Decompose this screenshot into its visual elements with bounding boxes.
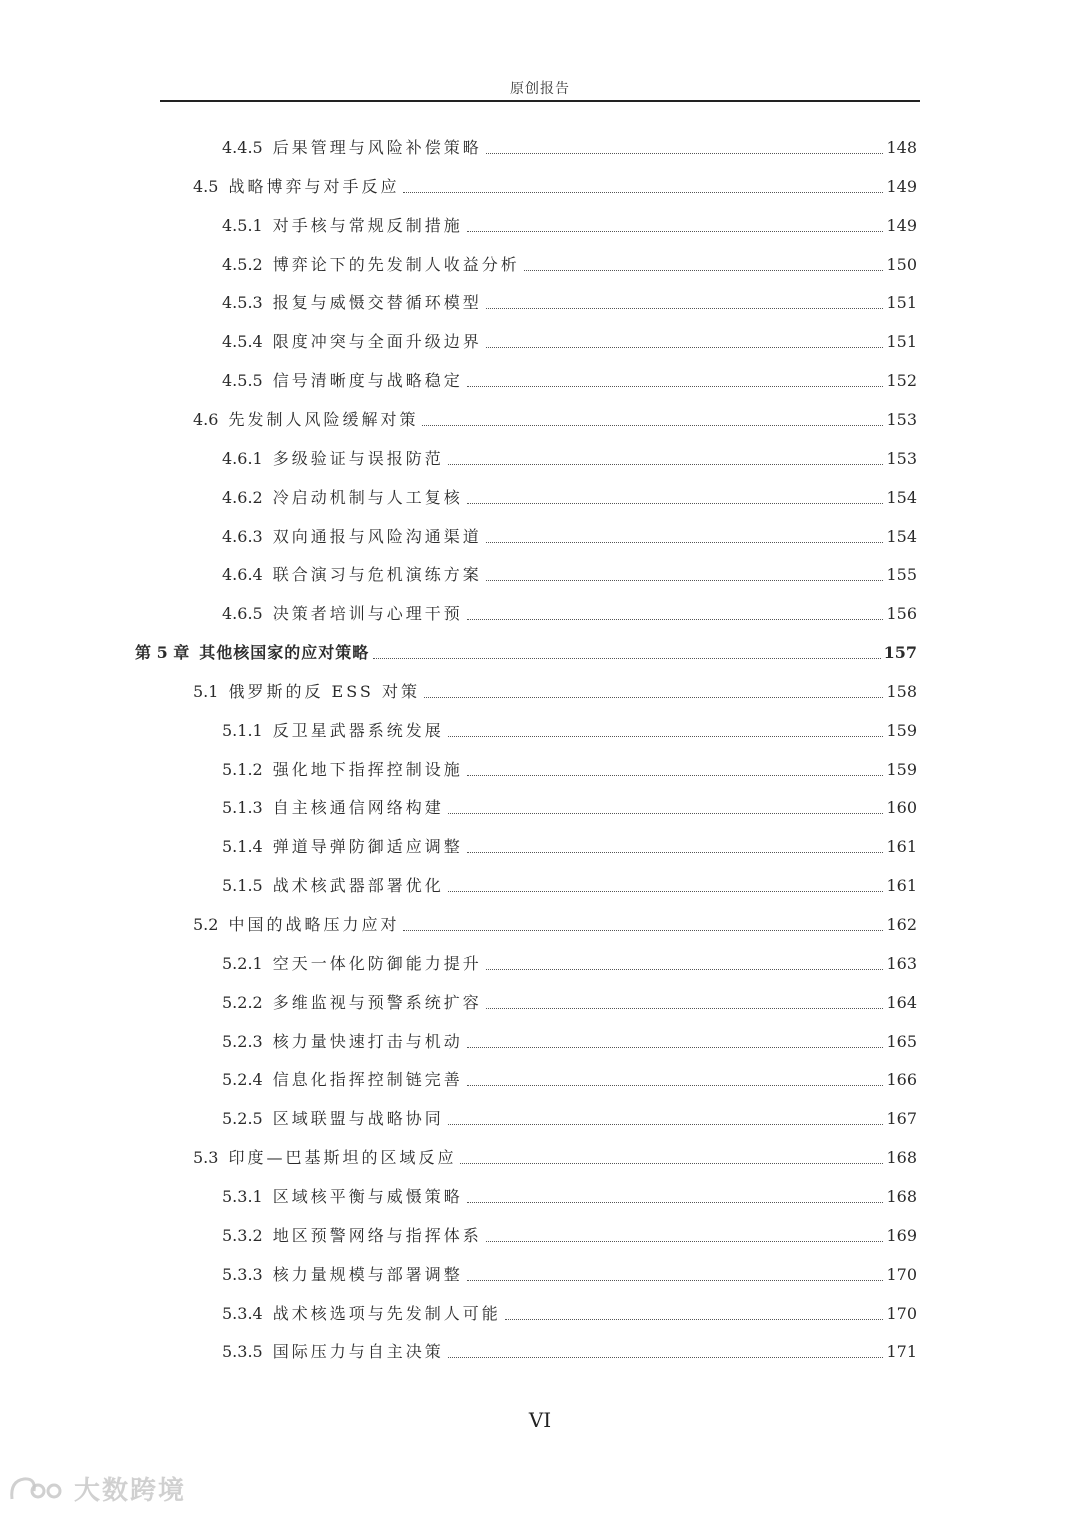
toc-entry bbox=[222, 790, 917, 818]
toc-entry-title: 冷启动机制与人工复核 bbox=[272, 487, 463, 507]
toc-entry-number: 4.6.4 bbox=[222, 565, 263, 585]
toc-entry-number: 5.1.2 bbox=[222, 759, 263, 779]
toc-entry-page: 167 bbox=[886, 1109, 917, 1129]
toc-entry-number: 5.3.3 bbox=[222, 1264, 263, 1284]
toc-entry-number: 5.3.4 bbox=[222, 1303, 263, 1323]
toc-leader-dots bbox=[486, 347, 884, 348]
toc-entry bbox=[193, 402, 917, 430]
toc-entry-number: 4.6.1 bbox=[222, 448, 263, 468]
toc-entry-number: 5.1.3 bbox=[222, 798, 263, 818]
toc-leader-dots bbox=[424, 697, 884, 698]
toc-leader-dots bbox=[486, 1241, 884, 1242]
toc-entry-title: 空天一体化防御能力提升 bbox=[272, 953, 482, 973]
toc-entry-page: 170 bbox=[886, 1303, 917, 1323]
toc-entry-number: 5.2.1 bbox=[222, 953, 263, 973]
toc-entry-page: 168 bbox=[886, 1186, 917, 1206]
toc-entry bbox=[222, 829, 917, 857]
toc-entry-title: 战术核选项与先发制人可能 bbox=[272, 1303, 501, 1323]
toc-entry-title: 信息化指挥控制链完善 bbox=[272, 1070, 463, 1090]
toc-entry bbox=[222, 1024, 917, 1052]
toc-leader-dots bbox=[467, 503, 884, 504]
toc-entry bbox=[193, 907, 917, 935]
toc-entry-page: 149 bbox=[886, 215, 917, 235]
toc-entry bbox=[222, 130, 917, 158]
toc-entry bbox=[222, 519, 917, 547]
toc-entry-page: 156 bbox=[886, 604, 917, 624]
toc-entry bbox=[222, 363, 917, 391]
toc-entry-title: 地区预警网络与指挥体系 bbox=[272, 1225, 482, 1245]
toc-entry-title: 其他核国家的应对策略 bbox=[199, 643, 370, 663]
toc-entry-page: 164 bbox=[886, 992, 917, 1012]
toc-entry-title: 先发制人风险缓解对策 bbox=[228, 409, 419, 429]
toc-entry-number: 5.3.1 bbox=[222, 1186, 263, 1206]
toc-entry-number: 5.3.2 bbox=[222, 1225, 263, 1245]
toc-entry-number: 4.6.2 bbox=[222, 487, 263, 507]
toc-entry-page: 154 bbox=[886, 526, 917, 546]
toc-entry-number: 5.2.5 bbox=[222, 1109, 263, 1129]
toc-leader-dots bbox=[373, 658, 880, 659]
toc-entry bbox=[222, 557, 917, 585]
toc-leader-dots bbox=[467, 1085, 884, 1086]
toc-entry-page: 150 bbox=[886, 254, 917, 274]
toc-entry-number: 4.5.5 bbox=[222, 371, 263, 391]
toc-entry-page: 157 bbox=[883, 643, 917, 663]
toc-entry bbox=[222, 752, 917, 780]
toc-entry bbox=[222, 868, 917, 896]
toc-entry-number: 5.1.1 bbox=[222, 720, 263, 740]
toc-entry-title: 俄罗斯的反 ESS 对策 bbox=[228, 681, 420, 701]
toc-entry bbox=[222, 247, 917, 275]
toc-entry-page: 155 bbox=[886, 565, 917, 585]
toc-entry-page: 153 bbox=[886, 409, 917, 429]
toc-entry-number: 5.1 bbox=[193, 681, 219, 701]
toc-entry-title: 自主核通信网络构建 bbox=[272, 798, 444, 818]
toc-entry bbox=[222, 441, 917, 469]
toc-entry-page: 166 bbox=[886, 1070, 917, 1090]
toc-entry-title: 对手核与常规反制措施 bbox=[272, 215, 463, 235]
toc-entry-number: 5.2.4 bbox=[222, 1070, 263, 1090]
toc-leader-dots bbox=[467, 852, 884, 853]
toc-entry-title: 联合演习与危机演练方案 bbox=[272, 565, 482, 585]
toc-entry-title: 反卫星武器系统发展 bbox=[272, 720, 444, 740]
toc-entry-page: 148 bbox=[886, 138, 917, 157]
toc-leader-dots bbox=[467, 1280, 884, 1281]
toc-leader-dots bbox=[448, 464, 884, 465]
page-number: VI bbox=[528, 1408, 552, 1432]
toc-entry-title: 战术核武器部署优化 bbox=[272, 876, 444, 896]
toc-entry-page: 163 bbox=[886, 953, 917, 973]
toc-entry-title: 多维监视与预警系统扩容 bbox=[272, 992, 482, 1012]
toc-entry-page: 162 bbox=[886, 915, 917, 934]
toc-entry-number: 4.6.3 bbox=[222, 526, 263, 546]
toc-entry-title: 区域联盟与战略协同 bbox=[272, 1109, 444, 1129]
toc-entry-number: 4.5.3 bbox=[222, 293, 263, 313]
toc-entry-page: 153 bbox=[886, 448, 917, 468]
toc-entry-number: 5.2.3 bbox=[222, 1031, 263, 1051]
toc-entry-number: 4.5.1 bbox=[222, 215, 263, 235]
toc-leader-dots bbox=[448, 1124, 884, 1125]
toc-entry-title: 限度冲突与全面升级边界 bbox=[272, 332, 482, 352]
toc-entry-page: 151 bbox=[886, 332, 917, 352]
toc-entry-page: 159 bbox=[886, 759, 917, 779]
toc-entry-page: 169 bbox=[886, 1225, 917, 1245]
toc-entry-number: 4.6 bbox=[193, 409, 219, 429]
toc-entry bbox=[222, 1062, 917, 1090]
toc-entry-number: 4.5.2 bbox=[222, 254, 263, 274]
toc-entry-number: 第 5 章 bbox=[135, 643, 190, 663]
toc-entry bbox=[222, 480, 917, 508]
toc-leader-dots bbox=[505, 1319, 884, 1320]
toc-entry bbox=[222, 1296, 917, 1324]
toc-entry-page: 152 bbox=[886, 371, 917, 391]
toc-entry-number: 5.3.5 bbox=[222, 1342, 263, 1362]
watermark-text: 大数跨境 bbox=[74, 1476, 187, 1506]
toc-leader-dots bbox=[467, 1047, 884, 1048]
toc-entry bbox=[222, 1218, 917, 1246]
toc-entry bbox=[222, 1101, 917, 1129]
toc-entry-title: 中国的战略压力应对 bbox=[228, 915, 400, 934]
toc-entry-page: 171 bbox=[886, 1342, 917, 1362]
toc-leader-dots bbox=[460, 1163, 883, 1164]
toc-entry-number: 5.2 bbox=[193, 915, 219, 934]
toc-entry-page: 151 bbox=[886, 293, 917, 313]
toc-entry-page: 161 bbox=[886, 837, 917, 857]
toc-entry bbox=[222, 985, 917, 1013]
toc-entry-page: 170 bbox=[886, 1264, 917, 1284]
toc-leader-dots bbox=[524, 270, 884, 271]
toc-entry bbox=[222, 1257, 917, 1285]
toc-entry-page: 168 bbox=[886, 1148, 917, 1168]
toc-leader-dots bbox=[486, 580, 884, 581]
toc-entry-page: 165 bbox=[886, 1031, 917, 1051]
toc-entry bbox=[222, 285, 917, 313]
toc-leader-dots bbox=[486, 969, 884, 970]
toc-entry-title: 信号清晰度与战略稳定 bbox=[272, 371, 463, 391]
toc-entry bbox=[193, 169, 917, 197]
toc-leader-dots bbox=[403, 930, 883, 931]
page-header-title: 原创报告 bbox=[510, 81, 570, 97]
toc-entry-title: 核力量快速打击与机动 bbox=[272, 1031, 463, 1051]
toc-entry-page: 161 bbox=[886, 876, 917, 896]
toc-entry bbox=[222, 596, 917, 624]
toc-leader-dots bbox=[403, 192, 883, 193]
toc-entry bbox=[222, 713, 917, 741]
toc-leader-dots bbox=[486, 153, 884, 154]
toc-entry-title: 弹道导弹防御适应调整 bbox=[272, 837, 463, 857]
toc-entry-page: 159 bbox=[886, 720, 917, 740]
toc-entry-number: 4.4.5 bbox=[222, 138, 263, 157]
toc-entry bbox=[222, 946, 917, 974]
toc-leader-dots bbox=[486, 542, 884, 543]
toc-leader-dots bbox=[448, 891, 884, 892]
toc-entry bbox=[222, 324, 917, 352]
toc-chapter-entry bbox=[135, 635, 917, 663]
toc-entry-title: 国际压力与自主决策 bbox=[272, 1342, 444, 1362]
toc-entry-title: 强化地下指挥控制设施 bbox=[272, 759, 463, 779]
toc-leader-dots bbox=[486, 308, 884, 309]
toc-entry bbox=[222, 1179, 917, 1207]
toc-entry bbox=[193, 674, 917, 702]
toc-entry-title: 报复与威慑交替循环模型 bbox=[272, 293, 482, 313]
watermark-logo-icon bbox=[8, 1473, 68, 1505]
toc-leader-dots bbox=[422, 425, 883, 426]
toc-entry-title: 核力量规模与部署调整 bbox=[272, 1264, 463, 1284]
toc-leader-dots bbox=[448, 736, 884, 737]
toc-leader-dots bbox=[467, 231, 884, 232]
toc-leader-dots bbox=[467, 619, 884, 620]
toc-entry bbox=[222, 1334, 917, 1362]
toc-leader-dots bbox=[467, 1202, 884, 1203]
toc-leader-dots bbox=[467, 386, 884, 387]
toc-entry bbox=[222, 208, 917, 236]
watermark bbox=[8, 1470, 186, 1507]
toc-leader-dots bbox=[448, 813, 884, 814]
toc-entry-number: 5.3 bbox=[193, 1148, 219, 1168]
header-rule bbox=[160, 100, 920, 102]
toc-entry-title: 决策者培训与心理干预 bbox=[272, 604, 463, 624]
toc-entry-page: 158 bbox=[886, 681, 917, 701]
toc-leader-dots bbox=[448, 1357, 884, 1358]
toc-entry-title: 双向通报与风险沟通渠道 bbox=[272, 526, 482, 546]
toc-entry-title: 印度—巴基斯坦的区域反应 bbox=[228, 1148, 457, 1168]
toc-leader-dots bbox=[467, 775, 884, 776]
toc-entry-number: 4.6.5 bbox=[222, 604, 263, 624]
toc-entry-title: 区域核平衡与威慑策略 bbox=[272, 1186, 463, 1206]
toc-entry-number: 5.1.5 bbox=[222, 876, 263, 896]
toc-entry-title: 战略博弈与对手反应 bbox=[228, 176, 400, 196]
toc-entry-number: 4.5 bbox=[193, 176, 219, 196]
toc-entry-page: 160 bbox=[886, 798, 917, 818]
toc-entry-number: 5.2.2 bbox=[222, 992, 263, 1012]
toc-entry-title: 后果管理与风险补偿策略 bbox=[272, 138, 482, 157]
toc-entry-page: 154 bbox=[886, 487, 917, 507]
toc-entry-page: 149 bbox=[886, 176, 917, 196]
toc-entry-number: 4.5.4 bbox=[222, 332, 263, 352]
toc-leader-dots bbox=[486, 1008, 884, 1009]
toc-entry bbox=[193, 1140, 917, 1168]
toc-entry-title: 多级验证与误报防范 bbox=[272, 448, 444, 468]
toc-entry-title: 博弈论下的先发制人收益分析 bbox=[272, 254, 520, 274]
toc-entry-number: 5.1.4 bbox=[222, 837, 263, 857]
